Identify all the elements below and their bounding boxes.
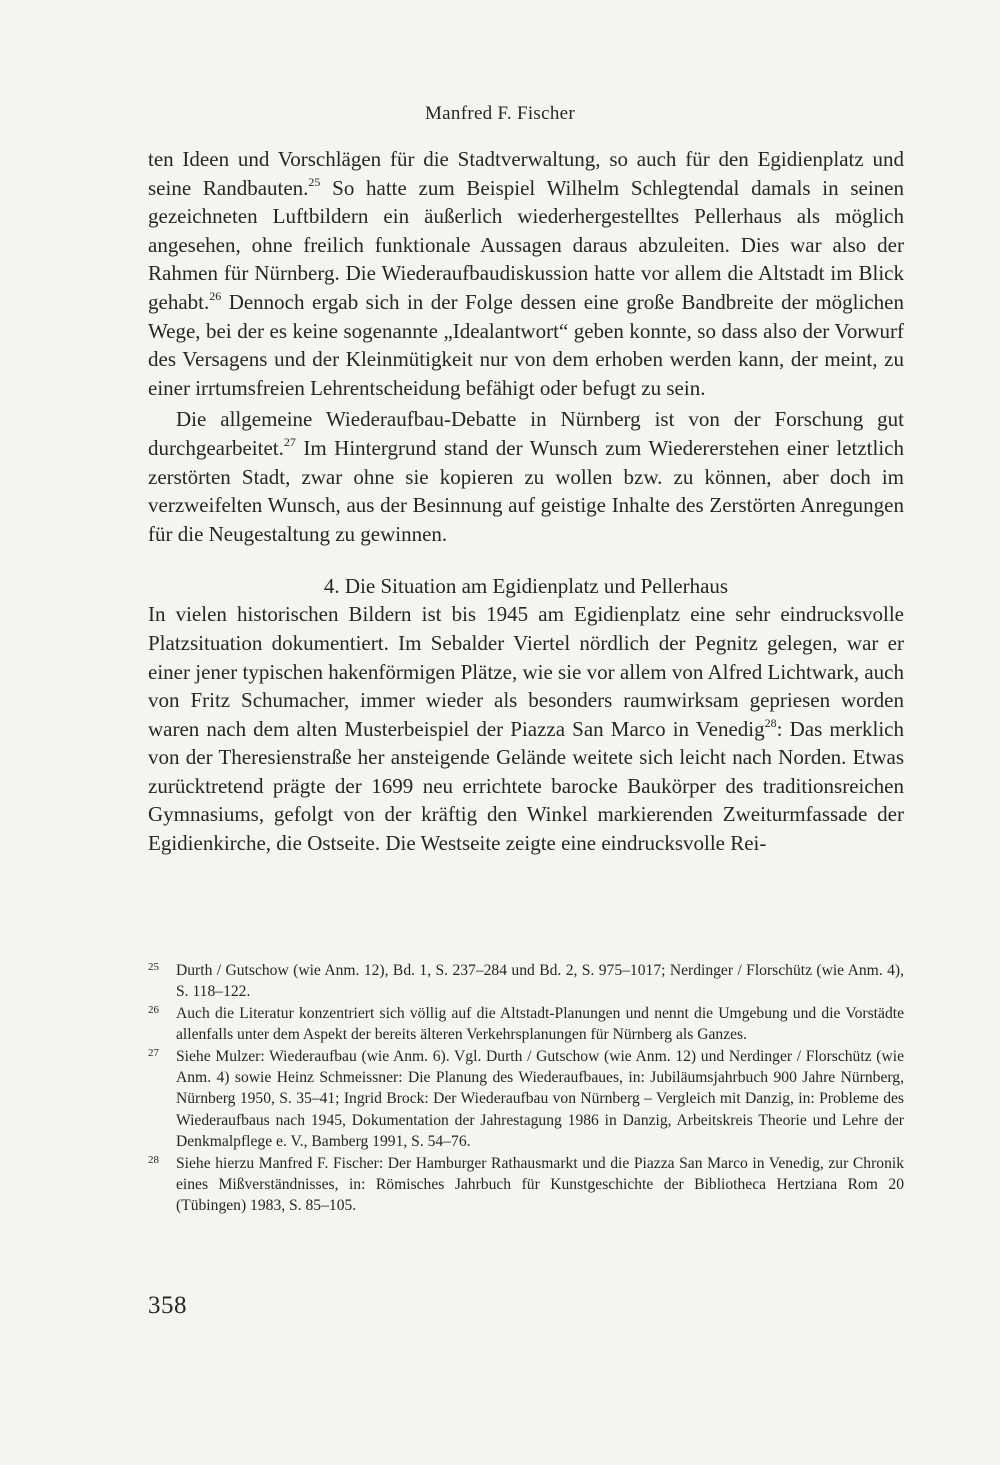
paragraph-3 — [148, 600, 904, 857]
body-text — [148, 145, 904, 858]
footnote-number: 27 — [148, 1046, 159, 1059]
footnote-ref-28[interactable]: 28 — [764, 715, 777, 730]
footnote-ref-26[interactable]: 26 — [209, 288, 222, 303]
footnote — [148, 1153, 904, 1217]
text-segment: Dennoch ergab sich in der Folge dessen eine große Bandbreite der möglichen Wege, bei der es keine sogenannte „Idealantwort“ geben konnte, so dass also der Vorwurf des Versagens und der Kleinmütigkeit nur von dem erhoben werden kann, der meint, zu einer irrtumsfreien Lehrentscheidung befähigt oder befugt zu sein. — [148, 289, 904, 400]
text-segment: So hatte zum Beispiel Wilhelm Schlegtendal damals in seinen gezeichneten Luftbildern ein äußerlich wiederhergestelltes Pellerhaus als möglich angesehen, ohne freilich funktionale Aussagen daraus abzuleiten. Dies war also der Rahmen für Nürnberg. Die Wiederaufbaudiskussion hatte vor allem die Altstadt im Blick gehabt. — [148, 175, 904, 314]
footnote — [148, 1046, 904, 1153]
footnote-number: 25 — [148, 961, 159, 973]
footnote-number: 26 — [148, 1003, 159, 1016]
text-segment: Im Hintergrund stand der Wunsch zum Wiedererstehen einer letztlich zerstörten Stadt, zwar ohne sie kopieren zu wollen bzw. zu können, aber doch im verzweifelten Wunsch, aus der Besinnung auf geistige Inhalte des Zerstörten Anregungen für die Neugestaltung zu gewinnen. — [148, 435, 904, 546]
text-segment: In vielen historischen Bildern ist bis 1945 am Egidienplatz eine sehr eindrucksvolle Platzsituation dokumentiert. Im Sebalder Viertel nördlich der Pegnitz gelegen, war er einer jener typischen hakenförmigen Plätze, wie sie vor allem von Alfred Lichtwark, auch von Fritz Schumacher, immer wieder als besonders raumwirksam gepriesen worden waren nach dem alten Musterbeispiel der Piazza San Marco in Venedig — [148, 602, 904, 741]
page-number: 358 — [148, 1292, 187, 1319]
paragraph-2 — [148, 405, 904, 548]
text-segment: ten Ideen und Vorschlägen für die Stadtverwaltung, so auch für den Egidienplatz und seine Randbauten. — [148, 147, 904, 200]
footnote-text: Siehe Mulzer: Wiederaufbau (wie Anm. 6). Vgl. Durth / Gutschow (wie Anm. 12) und Nerdinger / Florschütz (wie Anm. 4) sowie Heinz Schmeissner: Die Planung des Wiederaufbaues, in: Jubiläumsjahrbuch 900 Jahre Nürnberg, Nürnberg 1950, S. 35–41; Ingrid Brock: Der Wiederaufbau von Nürnberg – Vergleich mit Danzig, in: Probleme des Wiederaufbaus nach 1945, Dokumentation der Jahrestagung 1986 in Danzig, Arbeitskreis Theorie und Lehre der Denkmalpflege e. V., Bamberg 1991, S. 54–76. — [176, 1047, 904, 1151]
footnote-text: Siehe hierzu Manfred F. Fischer: Der Hamburger Rathausmarkt und die Piazza San Marco in Venedig, zur Chronik eines Mißverständnisses, in: Römisches Jahrbuch für Kunstgeschichte der Bibliotheca Hertziana Rom 20 (Tübingen) 1983, S. 85–105. — [176, 1154, 904, 1215]
text-segment: : Das merklich von der Theresienstraße her ansteigende Gelände weitete sich leicht nach Norden. Etwas zurücktretend prägte der 1699 neu errichtete barocke Baukörper des traditionsreichen Gymnasiums, gefolgt von der kräftig den Winkel markierenden Zweiturmfassade der Egidienkirche, die Ostseite. Die Westseite zeigte eine eindrucksvolle Rei- — [148, 716, 904, 856]
footnote-ref-25[interactable]: 25 — [308, 174, 321, 189]
footnotes — [148, 960, 904, 1217]
footnote-number: 28 — [148, 1153, 159, 1166]
footnote-ref-27[interactable]: 27 — [283, 434, 296, 449]
footnote — [148, 1003, 904, 1046]
section-heading: 4. Die Situation am Egidienplatz und Pellerhaus — [323, 574, 729, 599]
text-segment: Die allgemeine Wiederaufbau-Debatte in Nürnberg ist von der Forschung gut durchgearbeitet. — [148, 407, 904, 460]
paragraph-1 — [148, 145, 904, 402]
footnote-text: Durth / Gutschow (wie Anm. 12), Bd. 1, S. 237–284 und Bd. 2, S. 975–1017; Nerdinger / Florschütz (wie Anm. 4), S. 118–122. — [176, 962, 904, 1001]
footnote — [148, 960, 904, 1003]
footnote-text: Auch die Literatur konzentriert sich völlig auf die Altstadt-Planungen und nennt die Umgebung und die Vorstädte allenfalls unter dem Aspekt der bereits älteren Verkehrsplanungen für Nürnberg als Ganzes. — [176, 1004, 904, 1044]
running-head: Manfred F. Fischer — [424, 103, 576, 124]
